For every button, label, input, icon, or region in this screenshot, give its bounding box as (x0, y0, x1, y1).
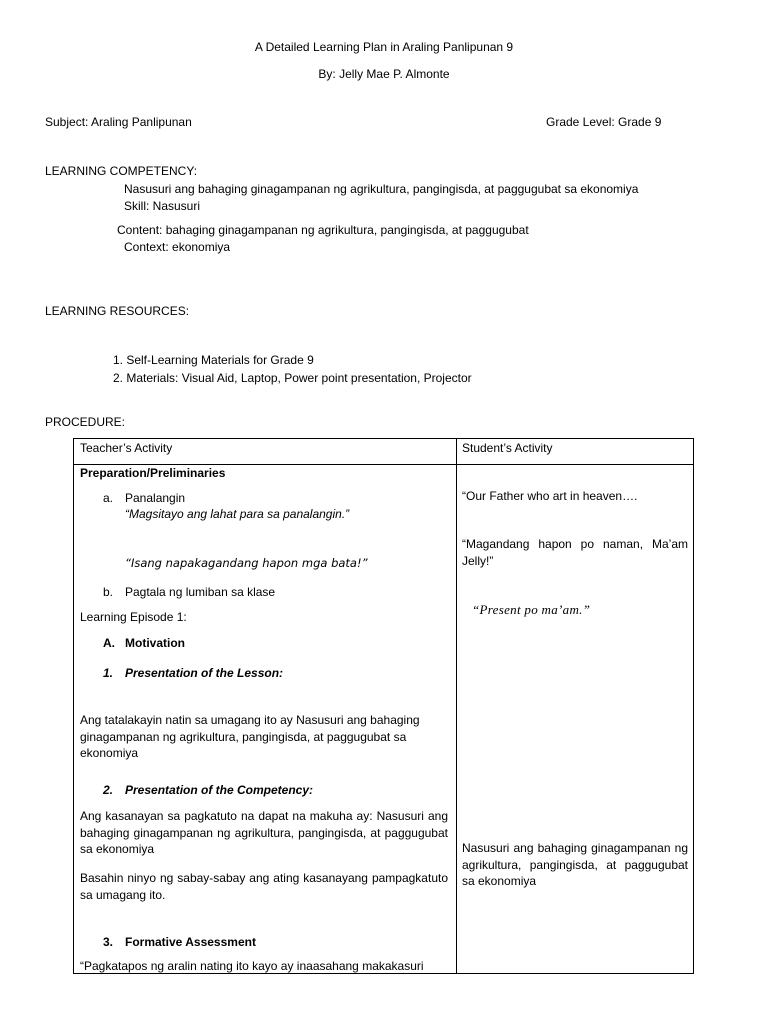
table-header-divider (73, 464, 694, 465)
student-prayer: “Our Father who art in heaven…. (462, 489, 638, 503)
document-title: A Detailed Learning Plan in Araling Panlipunan 9 (254, 40, 514, 54)
teacher-activity-header: Teacher’s Activity (80, 441, 173, 455)
item-b-label: Pagtala ng lumiban sa klase (125, 585, 276, 599)
competency-skill: Skill: Nasusuri (124, 199, 201, 213)
lesson-marker: 1. (103, 666, 114, 680)
student-present: “Present po ma’am.” (472, 602, 591, 617)
student-greeting: “Magandang hapon po naman, Ma’am Jelly!” (462, 537, 688, 568)
competency-marker: 2. (103, 783, 114, 797)
competency-context: Context: ekonomiya (124, 240, 231, 254)
document-author: By: Jelly Mae P. Almonte (318, 67, 450, 81)
grade-level-label: Grade Level: Grade 9 (546, 115, 662, 129)
item-a-marker: a. (103, 491, 114, 505)
teacher-greeting: “Isang napakagandang hapon mga bata!” (125, 556, 368, 570)
table-column-divider (456, 438, 457, 974)
learning-episode-label: Learning Episode 1: (80, 610, 187, 624)
motivation-marker: A. (103, 636, 115, 650)
item-a-label: Panalangin (125, 491, 186, 505)
resource-item-2: 2. Materials: Visual Aid, Laptop, Power point presentation, Projector (113, 371, 472, 385)
motivation-label: Motivation (125, 636, 185, 650)
formative-text: “Pagkatapos ng aralin nating ito kayo ay inaasahang makakasuri (80, 959, 424, 973)
learning-competency-heading: LEARNING COMPETENCY: (45, 164, 198, 178)
resource-item-1: 1. Self-Learning Materials for Grade 9 (113, 353, 314, 367)
subject-label: Subject: Araling Panlipunan (45, 115, 192, 129)
formative-label: Formative Assessment (125, 935, 256, 949)
procedure-heading: PROCEDURE: (45, 415, 126, 429)
formative-marker: 3. (103, 935, 114, 949)
lesson-label: Presentation of the Lesson: (125, 666, 284, 680)
learning-resources-heading: LEARNING RESOURCES: (45, 304, 190, 318)
competency-statement: Nasusuri ang bahaging ginagampanan ng agrikultura, pangingisda, at paggugubat sa ekonomiya (124, 182, 639, 196)
student-competency: Nasusuri ang bahaging ginagampanan ng agrikultura, pangingisda, at paggugubat sa ekonomiya (462, 841, 688, 888)
read-instruction-text: Basahin ninyo ng sabay-sabay ang ating kasanayang pampagkatuto sa umagang ito. (80, 871, 448, 902)
lesson-text: Ang tatalakayin natin sa umagang ito ay Nasusuri ang bahaging ginagampanan ng agrikultura, pangingisda, at paggugubat sa ekonomiya (80, 713, 420, 760)
competency-text: Ang kasanayan sa pagkatuto na dapat na makuha ay: Nasusuri ang bahaging ginagampanan ng agrikultura, pangingisda, at paggugubat sa ekonomiya (80, 809, 448, 856)
item-b-marker: b. (103, 585, 114, 599)
preparation-heading: Preparation/Preliminaries (80, 466, 226, 480)
competency-content: Content: bahaging ginagampanan ng agrikultura, pangingisda, at paggugubat (117, 223, 529, 237)
competency-label: Presentation of the Competency: (125, 783, 314, 797)
student-activity-header: Student’s Activity (462, 441, 553, 455)
item-a-quote: “Magsitayo ang lahat para sa panalangin.” (125, 507, 350, 521)
